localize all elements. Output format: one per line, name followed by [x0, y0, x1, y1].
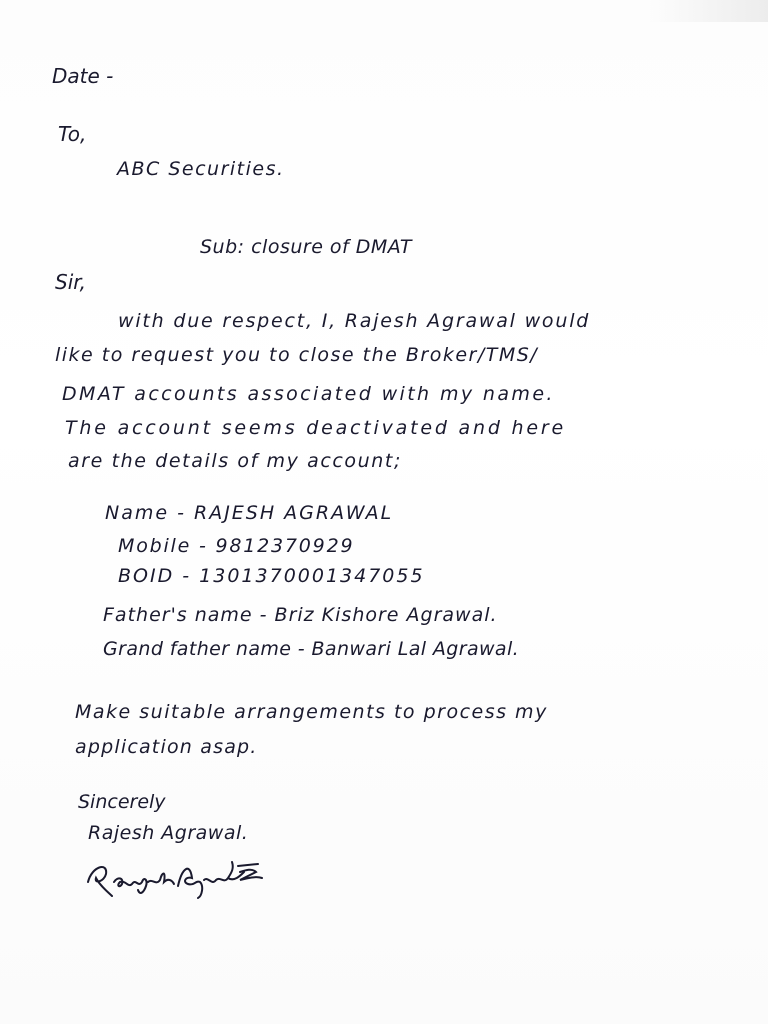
body-line-2: like to request you to close the Broker/TMS/	[55, 344, 539, 366]
sign-off: Sincerely	[78, 791, 166, 813]
signer-name: Rajesh Agrawal.	[88, 822, 249, 844]
date-label: Date -	[52, 64, 114, 88]
subject-line: Sub: closure of DMAT	[200, 236, 413, 258]
body-line-3: DMAT accounts associated with my name.	[62, 383, 555, 405]
detail-boid: BOID - 1301370001347055	[118, 565, 425, 587]
handwritten-signature	[82, 852, 272, 902]
recipient-name: ABC Securities.	[117, 158, 285, 180]
detail-grandfather-name: Grand father name - Banwari Lal Agrawal.	[103, 638, 520, 660]
to-label: To,	[58, 122, 87, 146]
detail-mobile: Mobile - 9812370929	[118, 535, 355, 557]
closing-line-2: application asap.	[75, 736, 258, 758]
paper-shadow	[648, 0, 768, 22]
body-line-1: with due respect, I, Rajesh Agrawal would	[118, 310, 591, 332]
body-line-4: The account seems deactivated and here	[65, 417, 566, 439]
salutation: Sir,	[55, 270, 86, 294]
body-line-5: are the details of my account;	[68, 450, 402, 472]
detail-name: Name - RAJESH AGRAWAL	[105, 502, 394, 524]
detail-father-name: Father's name - Briz Kishore Agrawal.	[103, 604, 498, 626]
closing-line-1: Make suitable arrangements to process my	[75, 701, 548, 723]
